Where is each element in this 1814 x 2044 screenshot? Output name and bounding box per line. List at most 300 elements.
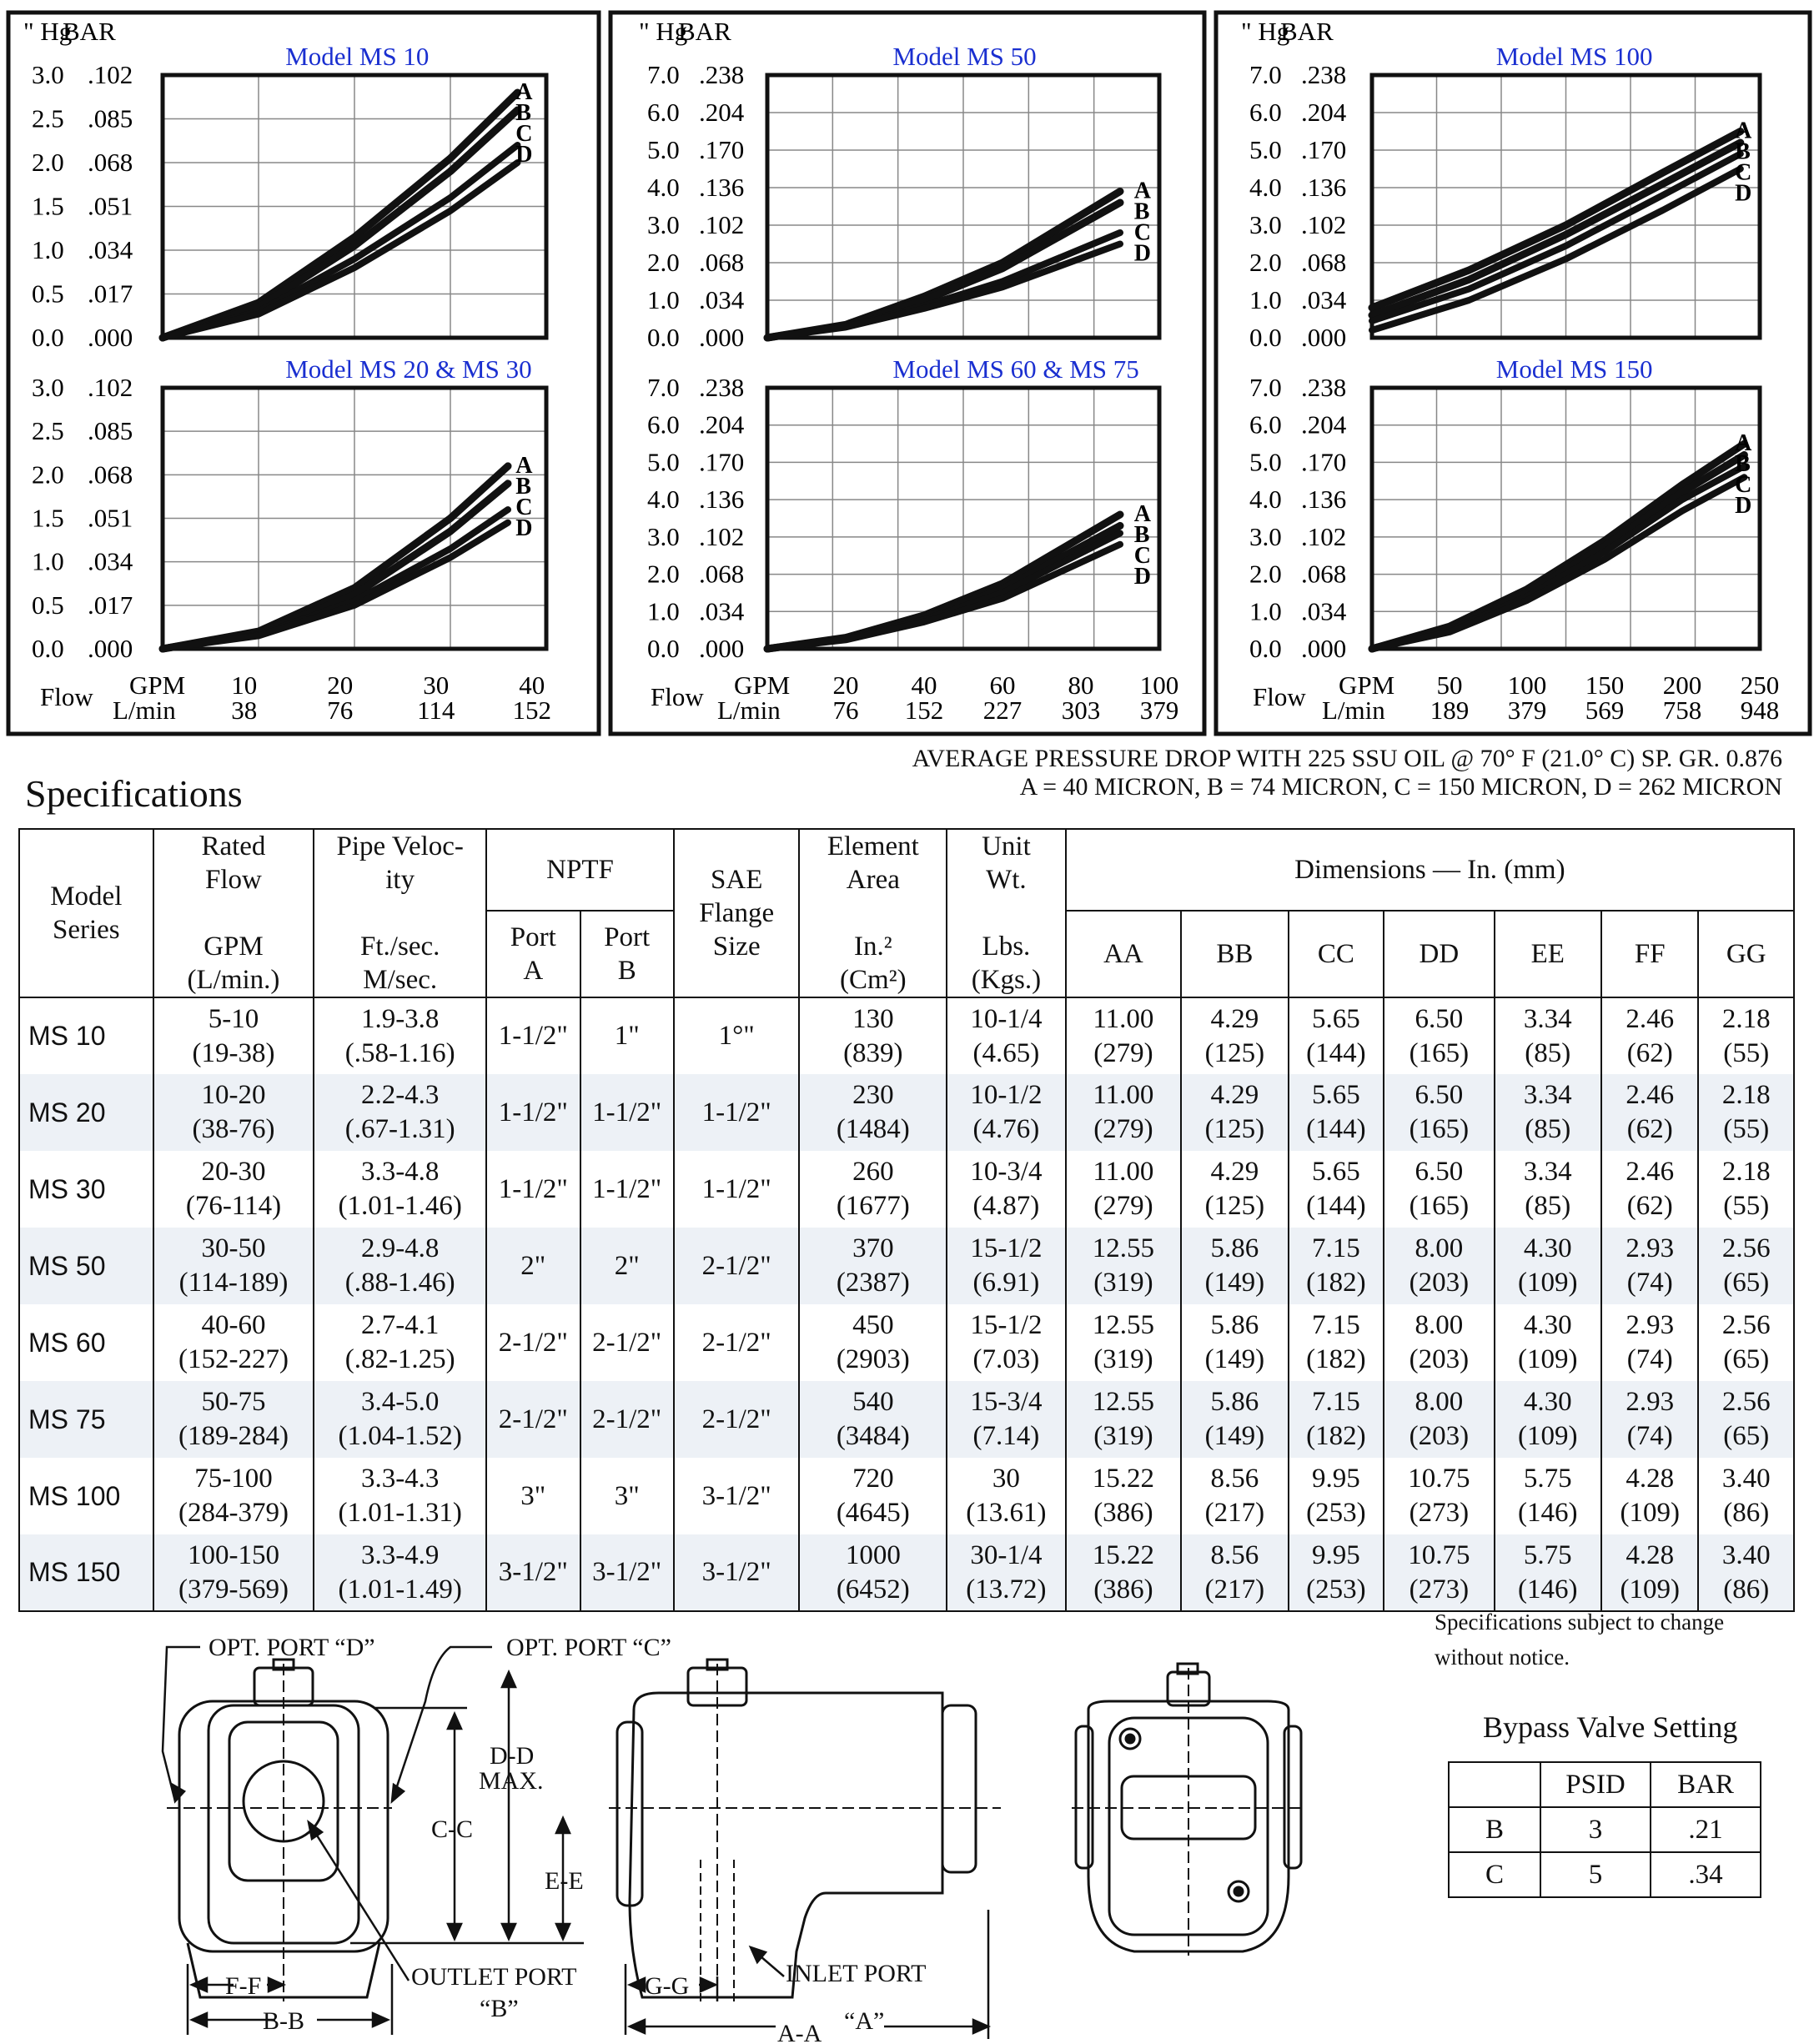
curve-a (767, 515, 1120, 649)
y-tick-bar: .034 (88, 546, 133, 576)
cell-dim-bb: 8.56 (217) (1181, 1458, 1288, 1534)
cell-dim-dd: 8.00 (203) (1384, 1381, 1494, 1458)
y-tick-bar: .238 (1301, 60, 1347, 89)
curve-label: C (1133, 543, 1151, 570)
flow-label: Flow (651, 682, 704, 711)
y-tick-hg: 5.0 (647, 135, 680, 164)
cell-dim-aa: 11.00 (279) (1066, 1074, 1182, 1151)
cell-model: MS 100 (19, 1458, 153, 1534)
x-tick-lmin: 303 (1061, 696, 1101, 725)
cell-element-area: 450 (2903) (799, 1304, 947, 1381)
x-tick-gpm: 100 (1507, 670, 1547, 700)
lmin-label: L/min (1322, 696, 1385, 725)
y-tick-hg: 7.0 (1249, 60, 1282, 89)
y-tick-hg: 6.0 (647, 98, 680, 127)
y-axis-label-bar: BAR (63, 17, 116, 46)
cell-dim-aa: 11.00 (279) (1066, 997, 1182, 1074)
x-tick-lmin: 152 (904, 696, 944, 725)
cell-port-a: 3-1/2" (486, 1534, 580, 1611)
curve-label: A (1735, 118, 1752, 144)
x-tick-gpm: 50 (1436, 670, 1463, 700)
gpm-label: GPM (1339, 670, 1395, 700)
cell-dim-gg: 2.56 (65) (1698, 1304, 1794, 1381)
cell-unit-weight: 15-1/2 (6.91) (947, 1228, 1066, 1304)
y-tick-bar: .102 (88, 60, 133, 89)
cell-dim-aa: 15.22 (386) (1066, 1458, 1182, 1534)
y-tick-bar: .068 (699, 248, 745, 277)
y-tick-bar: .068 (1301, 559, 1347, 589)
th-bb: BB (1181, 911, 1288, 997)
label-ff: F-F (225, 1972, 262, 2000)
label-opt-port-c: OPT. PORT “C” (506, 1634, 671, 1661)
cell-unit-weight: 10-3/4 (4.87) (947, 1151, 1066, 1228)
th-unit-weight: Unit Wt. Lbs. (Kgs.) (947, 829, 1066, 997)
cell-dim-cc: 7.15 (182) (1289, 1381, 1384, 1458)
y-tick-bar: .000 (88, 634, 133, 663)
x-tick-lmin: 569 (1585, 696, 1625, 725)
cell-dim-dd: 6.50 (165) (1384, 997, 1494, 1074)
bypass-th-bar: BAR (1651, 1762, 1761, 1807)
th-gg: GG (1698, 911, 1794, 997)
y-tick-hg: 1.0 (1249, 285, 1282, 314)
th-aa: AA (1066, 911, 1182, 997)
cell-dim-cc: 5.65 (144) (1289, 997, 1384, 1074)
x-tick-gpm: 10 (231, 670, 258, 700)
bypass-row-label: C (1449, 1852, 1540, 1897)
x-tick-gpm: 100 (1139, 670, 1179, 700)
cell-dim-ff: 2.93 (74) (1601, 1381, 1698, 1458)
y-tick-bar: .136 (1301, 485, 1347, 515)
curve-label: D (1133, 240, 1151, 267)
y-tick-bar: .000 (88, 323, 133, 352)
y-tick-hg: 0.5 (32, 279, 64, 309)
th-cc: CC (1289, 911, 1384, 997)
cell-dim-aa: 12.55 (319) (1066, 1304, 1182, 1381)
y-tick-hg: 1.5 (32, 191, 64, 221)
spec-row (19, 997, 1794, 1074)
cell-dim-bb: 4.29 (125) (1181, 997, 1288, 1074)
th-pipe-velocity: Pipe Veloc- ity Ft./sec. M/sec. (314, 829, 486, 997)
chart-title: Model MS 50 (892, 42, 1037, 71)
y-tick-bar: .017 (88, 279, 133, 309)
x-tick-gpm: 20 (327, 670, 354, 700)
curve-label: A (1735, 430, 1752, 457)
cell-dim-ee: 5.75 (146) (1495, 1534, 1601, 1611)
label-outlet-port: OUTLET PORT (411, 1963, 577, 1991)
lmin-label: L/min (717, 696, 781, 725)
cell-model: MS 20 (19, 1074, 153, 1151)
cell-dim-ff: 2.46 (62) (1601, 997, 1698, 1074)
cell-model: MS 10 (19, 997, 153, 1074)
specifications-table (18, 828, 1795, 1612)
y-tick-hg: 5.0 (1249, 135, 1282, 164)
cell-dim-aa: 15.22 (386) (1066, 1534, 1182, 1611)
x-tick-lmin: 379 (1139, 696, 1179, 725)
x-tick-gpm: 150 (1585, 670, 1625, 700)
cell-port-b: 2" (580, 1228, 674, 1304)
cell-dim-ff: 4.28 (109) (1601, 1458, 1698, 1534)
curve-label: C (1735, 472, 1752, 499)
cell-pipe-velocity: 3.3-4.3 (1.01-1.31) (314, 1458, 486, 1534)
y-tick-bar: .170 (1301, 447, 1347, 477)
cell-flow: 5-10 (19-38) (153, 997, 314, 1074)
cell-dim-ff: 2.93 (74) (1601, 1228, 1698, 1304)
cell-dim-dd: 10.75 (273) (1384, 1458, 1494, 1534)
x-tick-lmin: 76 (327, 696, 354, 725)
y-tick-hg: 4.0 (1249, 173, 1282, 202)
cell-dim-ee: 4.30 (109) (1495, 1381, 1601, 1458)
cell-pipe-velocity: 1.9-3.8 (.58-1.16) (314, 997, 486, 1074)
cell-dim-dd: 10.75 (273) (1384, 1534, 1494, 1611)
cell-dim-bb: 4.29 (125) (1181, 1151, 1288, 1228)
cell-flow: 20-30 (76-114) (153, 1151, 314, 1228)
curve-label: D (1735, 180, 1752, 207)
label-max: MAX. (479, 1767, 544, 1795)
curve-c (1372, 466, 1744, 649)
cell-flow: 50-75 (189-284) (153, 1381, 314, 1458)
specifications-disclaimer: Specifications subject to change without notice. (1435, 1610, 1725, 1670)
y-tick-hg: 7.0 (647, 373, 680, 402)
y-tick-hg: 4.0 (647, 485, 680, 515)
y-tick-bar: .034 (1301, 596, 1347, 626)
chart-title: Model MS 60 & MS 75 (892, 354, 1139, 384)
cell-sae-flange: 2-1/2" (674, 1228, 800, 1304)
pressure-drop-note (912, 745, 1782, 801)
cell-port-b: 1-1/2" (580, 1151, 674, 1228)
th-ee: EE (1495, 911, 1601, 997)
cell-sae-flange: 2-1/2" (674, 1381, 800, 1458)
cell-dim-bb: 5.86 (149) (1181, 1381, 1288, 1458)
flow-label: Flow (40, 682, 93, 711)
cell-dim-dd: 6.50 (165) (1384, 1074, 1494, 1151)
x-tick-gpm: 60 (989, 670, 1016, 700)
y-tick-hg: 3.0 (32, 60, 64, 89)
spec-row (19, 1458, 1794, 1534)
cell-dim-ee: 4.30 (109) (1495, 1228, 1601, 1304)
cell-dim-gg: 2.56 (65) (1698, 1228, 1794, 1304)
front-view (167, 1660, 392, 2001)
label-gg: G-G (645, 1972, 690, 2000)
cell-pipe-velocity: 2.9-4.8 (.88-1.46) (314, 1228, 486, 1304)
spec-row (19, 1534, 1794, 1611)
bypass-psid-value: 3 (1540, 1807, 1651, 1852)
x-tick-lmin: 758 (1662, 696, 1702, 725)
y-axis-label-hg: " Hg (23, 17, 73, 46)
y-tick-bar: .000 (699, 323, 745, 352)
x-tick-lmin: 76 (832, 696, 859, 725)
x-tick-gpm: 200 (1662, 670, 1702, 700)
label-inlet-port: INLET PORT (786, 1960, 927, 1987)
cell-port-b: 1-1/2" (580, 1074, 674, 1151)
curve-label: A (515, 79, 533, 105)
cell-dim-ff: 4.28 (109) (1601, 1534, 1698, 1611)
label-a: “A” (844, 2007, 885, 2035)
cell-unit-weight: 10-1/2 (4.76) (947, 1074, 1066, 1151)
y-tick-bar: .051 (88, 503, 133, 533)
note-line-2: A = 40 MICRON, B = 74 MICRON, C = 150 MICRON, D = 262 MICRON (1019, 773, 1782, 801)
y-tick-hg: 0.0 (647, 634, 680, 663)
end-view (1072, 1664, 1305, 1956)
y-tick-bar: .102 (88, 373, 133, 402)
cell-flow: 40-60 (152-227) (153, 1304, 314, 1381)
curve-label: D (515, 515, 533, 541)
cell-port-a: 1-1/2" (486, 1074, 580, 1151)
y-tick-hg: 2.0 (1249, 559, 1282, 589)
y-axis-label-hg: " Hg (1241, 17, 1290, 46)
y-tick-hg: 5.0 (647, 447, 680, 477)
label-opt-port-d: OPT. PORT “D” (209, 1634, 375, 1661)
chart-title: Model MS 20 & MS 30 (285, 354, 532, 384)
y-tick-hg: 2.5 (32, 103, 64, 133)
cell-model: MS 30 (19, 1151, 153, 1228)
th-port-b: Port B (580, 911, 674, 997)
cell-dim-bb: 8.56 (217) (1181, 1534, 1288, 1611)
pressure-drop-charts (0, 0, 1814, 742)
gpm-label: GPM (734, 670, 791, 700)
cell-sae-flange: 1°" (674, 997, 800, 1074)
bypass-valve-title: Bypass Valve Setting (1483, 1710, 1738, 1744)
y-tick-bar: .102 (1301, 210, 1347, 239)
y-tick-bar: .136 (699, 173, 745, 202)
cell-dim-ee: 3.34 (85) (1495, 1074, 1601, 1151)
y-tick-bar: .136 (1301, 173, 1347, 202)
y-tick-bar: .051 (88, 191, 133, 221)
curve-label: A (1133, 501, 1151, 528)
x-tick-gpm: 250 (1740, 670, 1780, 700)
y-axis-label-bar: BAR (678, 17, 731, 46)
y-axis-label-bar: BAR (1280, 17, 1334, 46)
y-tick-hg: 2.0 (32, 148, 64, 177)
cell-dim-gg: 2.18 (55) (1698, 997, 1794, 1074)
y-tick-hg: 6.0 (1249, 409, 1282, 439)
cell-port-a: 2" (486, 1228, 580, 1304)
cell-sae-flange: 3-1/2" (674, 1534, 800, 1611)
y-tick-bar: .068 (88, 460, 133, 490)
th-nptf: NPTF (486, 829, 674, 911)
bypass-bar-value: .34 (1651, 1852, 1761, 1897)
cell-element-area: 130 (839) (799, 997, 947, 1074)
y-tick-bar: .102 (699, 521, 745, 551)
y-tick-bar: .017 (88, 590, 133, 620)
curve-label: B (1735, 451, 1751, 478)
curve-label: C (515, 121, 533, 147)
spec-row (19, 1228, 1794, 1304)
th-dd: DD (1384, 911, 1494, 997)
cell-flow: 100-150 (379-569) (153, 1534, 314, 1611)
cell-pipe-velocity: 3.3-4.9 (1.01-1.49) (314, 1534, 486, 1611)
y-tick-bar: .034 (699, 285, 745, 314)
curve-label: D (515, 142, 533, 168)
filter-dimension-drawing (0, 1610, 1435, 2044)
x-tick-lmin: 152 (512, 696, 551, 725)
cell-dim-cc: 9.95 (253) (1289, 1458, 1384, 1534)
cell-port-b: 3" (580, 1458, 674, 1534)
th-model: Model Series (19, 829, 153, 997)
label-outlet-b: “B” (480, 1995, 519, 2022)
x-tick-lmin: 227 (982, 696, 1023, 725)
curve-label: B (1133, 522, 1150, 549)
y-tick-hg: 1.0 (1249, 596, 1282, 626)
curve-c (163, 145, 518, 338)
y-tick-hg: 1.0 (647, 285, 680, 314)
cell-port-b: 1" (580, 997, 674, 1074)
th-port-a: Port A (486, 911, 580, 997)
cell-port-a: 1-1/2" (486, 997, 580, 1074)
cell-flow: 30-50 (114-189) (153, 1228, 314, 1304)
cell-flow: 75-100 (284-379) (153, 1458, 314, 1534)
cell-dim-aa: 11.00 (279) (1066, 1151, 1182, 1228)
bypass-row-label: B (1449, 1807, 1540, 1852)
y-tick-hg: 2.0 (647, 248, 680, 277)
x-tick-lmin: 379 (1507, 696, 1547, 725)
y-tick-hg: 1.0 (32, 235, 64, 264)
cell-pipe-velocity: 3.3-4.8 (1.01-1.46) (314, 1151, 486, 1228)
lmin-label: L/min (113, 696, 176, 725)
x-tick-gpm: 40 (519, 670, 545, 700)
cell-dim-ee: 3.34 (85) (1495, 997, 1601, 1074)
cell-model: MS 50 (19, 1228, 153, 1304)
curve-label: D (1133, 564, 1151, 590)
y-tick-bar: .170 (1301, 135, 1347, 164)
bypass-corner (1449, 1762, 1540, 1807)
x-tick-gpm: 20 (832, 670, 859, 700)
y-tick-hg: 2.0 (32, 460, 64, 490)
y-tick-hg: 3.0 (32, 373, 64, 402)
cell-sae-flange: 1-1/2" (674, 1074, 800, 1151)
cell-port-a: 2-1/2" (486, 1304, 580, 1381)
x-tick-gpm: 40 (911, 670, 937, 700)
y-tick-hg: 0.0 (1249, 634, 1282, 663)
y-tick-bar: .204 (699, 409, 745, 439)
y-tick-hg: 0.0 (647, 323, 680, 352)
cell-port-a: 2-1/2" (486, 1381, 580, 1458)
curve-d (1372, 477, 1744, 649)
y-tick-bar: .204 (1301, 409, 1347, 439)
y-tick-hg: 3.0 (647, 210, 680, 239)
th-ff: FF (1601, 911, 1698, 997)
y-tick-hg: 0.0 (1249, 323, 1282, 352)
cell-element-area: 540 (3484) (799, 1381, 947, 1458)
cell-unit-weight: 30 (13.61) (947, 1458, 1066, 1534)
cell-dim-gg: 3.40 (86) (1698, 1458, 1794, 1534)
y-tick-bar: .204 (1301, 98, 1347, 127)
x-tick-gpm: 80 (1068, 670, 1094, 700)
cell-unit-weight: 15-3/4 (7.14) (947, 1381, 1066, 1458)
specifications-title: Specifications (25, 772, 243, 815)
x-tick-lmin: 38 (231, 696, 258, 725)
cell-dim-dd: 8.00 (203) (1384, 1228, 1494, 1304)
y-tick-hg: 3.0 (1249, 521, 1282, 551)
chart-title: Model MS 100 (1495, 42, 1653, 71)
cell-dim-ee: 5.75 (146) (1495, 1458, 1601, 1534)
bypass-psid-value: 5 (1540, 1852, 1651, 1897)
y-tick-bar: .068 (1301, 248, 1347, 277)
cell-flow: 10-20 (38-76) (153, 1074, 314, 1151)
cell-pipe-velocity: 2.7-4.1 (.82-1.25) (314, 1304, 486, 1381)
cell-dim-ff: 2.93 (74) (1601, 1304, 1698, 1381)
y-tick-bar: .000 (1301, 323, 1347, 352)
spec-row (19, 1304, 1794, 1381)
y-tick-bar: .170 (699, 135, 745, 164)
y-tick-bar: .068 (88, 148, 133, 177)
x-tick-lmin: 948 (1740, 696, 1780, 725)
y-tick-hg: 0.5 (32, 590, 64, 620)
cell-element-area: 720 (4645) (799, 1458, 947, 1534)
curve-label: C (515, 494, 533, 520)
y-tick-bar: .238 (1301, 373, 1347, 402)
x-tick-lmin: 114 (417, 696, 455, 725)
cell-dim-bb: 5.86 (149) (1181, 1304, 1288, 1381)
spec-row (19, 1151, 1794, 1228)
x-tick-gpm: 30 (423, 670, 450, 700)
y-tick-hg: 6.0 (647, 409, 680, 439)
cell-dim-cc: 7.15 (182) (1289, 1228, 1384, 1304)
cell-port-b: 3-1/2" (580, 1534, 674, 1611)
y-tick-hg: 1.0 (32, 546, 64, 576)
y-tick-hg: 1.0 (647, 596, 680, 626)
y-tick-hg: 7.0 (1249, 373, 1282, 402)
cell-dim-ee: 4.30 (109) (1495, 1304, 1601, 1381)
cell-dim-ff: 2.46 (62) (1601, 1151, 1698, 1228)
label-aa: A-A (777, 2020, 822, 2044)
cell-dim-gg: 2.18 (55) (1698, 1074, 1794, 1151)
y-tick-hg: 2.0 (647, 559, 680, 589)
cell-element-area: 230 (1484) (799, 1074, 947, 1151)
y-tick-bar: .238 (699, 60, 745, 89)
th-dimensions: Dimensions — In. (mm) (1066, 829, 1794, 911)
y-tick-hg: 7.0 (647, 60, 680, 89)
y-tick-bar: .034 (88, 235, 133, 264)
bypass-valve-table (1448, 1761, 1761, 1898)
y-tick-hg: 4.0 (647, 173, 680, 202)
curve-label: A (515, 452, 533, 479)
y-tick-bar: .000 (699, 634, 745, 663)
y-axis-label-hg: " Hg (639, 17, 688, 46)
cell-sae-flange: 2-1/2" (674, 1304, 800, 1381)
spec-row (19, 1074, 1794, 1151)
y-tick-bar: .102 (699, 210, 745, 239)
th-element-area: Element Area In.² (Cm²) (799, 829, 947, 997)
cell-port-b: 2-1/2" (580, 1304, 674, 1381)
cell-sae-flange: 1-1/2" (674, 1151, 800, 1228)
side-view (609, 1660, 1001, 2001)
cell-dim-gg: 2.56 (65) (1698, 1381, 1794, 1458)
curve-a (163, 93, 518, 338)
cell-pipe-velocity: 2.2-4.3 (.67-1.31) (314, 1074, 486, 1151)
y-tick-hg: 0.0 (32, 634, 64, 663)
cell-dim-ff: 2.46 (62) (1601, 1074, 1698, 1151)
note-line-1: AVERAGE PRESSURE DROP WITH 225 SSU OIL @ 70° F (21.0° C) SP. GR. 0.876 (912, 745, 1782, 772)
gpm-label: GPM (129, 670, 186, 700)
cell-model: MS 150 (19, 1534, 153, 1611)
cell-pipe-velocity: 3.4-5.0 (1.04-1.52) (314, 1381, 486, 1458)
y-tick-bar: .238 (699, 373, 745, 402)
cell-dim-aa: 12.55 (319) (1066, 1381, 1182, 1458)
cell-dim-ee: 3.34 (85) (1495, 1151, 1601, 1228)
cell-element-area: 260 (1677) (799, 1151, 947, 1228)
cell-dim-dd: 6.50 (165) (1384, 1151, 1494, 1228)
y-tick-hg: 4.0 (1249, 485, 1282, 515)
y-tick-hg: 6.0 (1249, 98, 1282, 127)
cell-dim-gg: 2.18 (55) (1698, 1151, 1794, 1228)
y-tick-bar: .204 (699, 98, 745, 127)
th-sae-flange: SAE Flange Size (674, 829, 800, 997)
cell-unit-weight: 30-1/4 (13.72) (947, 1534, 1066, 1611)
y-tick-bar: .068 (699, 559, 745, 589)
curve-a (1372, 444, 1744, 649)
cell-port-a: 1-1/2" (486, 1151, 580, 1228)
label-dd: D-D (490, 1742, 535, 1770)
